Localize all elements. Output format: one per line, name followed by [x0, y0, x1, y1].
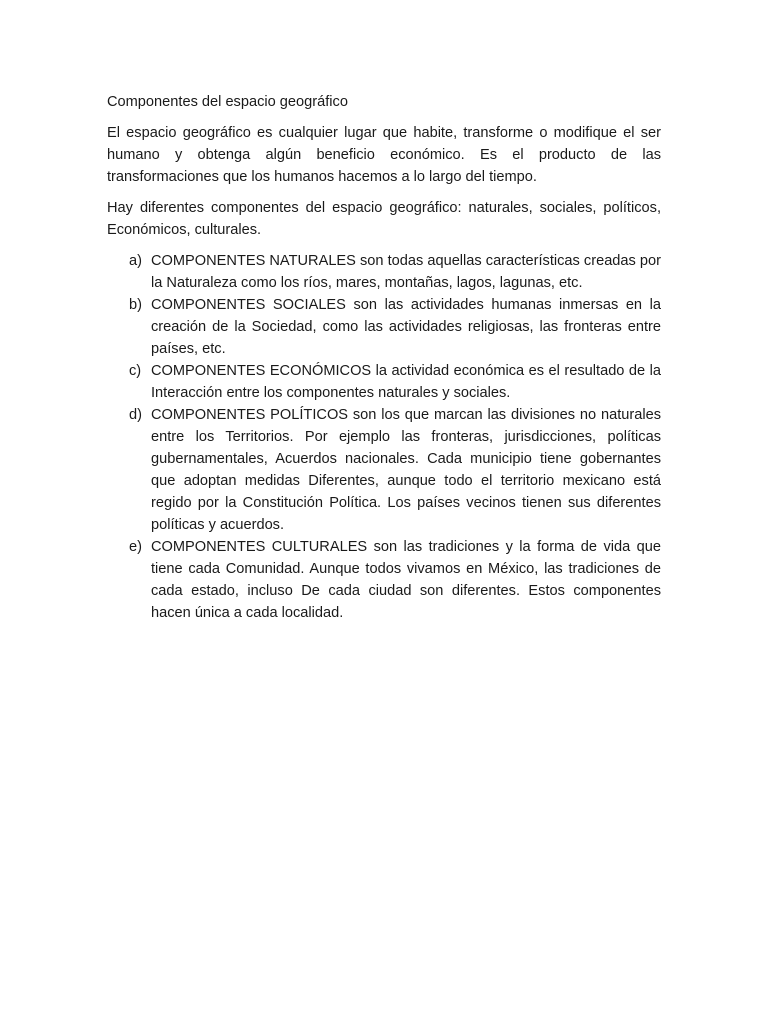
list-item — [107, 294, 661, 360]
list-item-text: COMPONENTES POLÍTICOS son los que marcan las divisiones no naturales entre los Territorios. Por ejemplo las fronteras, jurisdicciones, políticas gubernamentales, Acuerdos nacionales. Cada municipio tiene gobernantes que adoptan medidas Diferentes, aunque todo el territorio mexicano está regido por la Constitución Política. Los países vecinos tienen sus diferentes políticas y acuerdos. — [151, 407, 661, 533]
document-page — [107, 91, 661, 624]
list-marker: e) — [129, 539, 142, 555]
list-marker: c) — [129, 363, 142, 379]
list-item — [107, 250, 661, 294]
components-list — [107, 250, 661, 624]
list-item — [107, 360, 661, 404]
list-marker: d) — [129, 407, 142, 423]
paragraph-components: Hay diferentes componentes del espacio geográfico: naturales, sociales, políticos, Económicos, culturales. — [107, 200, 661, 238]
list-item — [107, 404, 661, 536]
paragraph-intro: El espacio geográfico es cualquier lugar que habite, transforme o modifique el ser humano y obtenga algún beneficio económico. Es el producto de las transformaciones que los humanos hacemos a lo largo del tiempo. — [107, 125, 661, 185]
list-item-text: COMPONENTES SOCIALES son las actividades humanas inmersas en la creación de la Sociedad, como las actividades religiosas, las fronteras entre países, etc. — [151, 297, 661, 357]
list-item-text: COMPONENTES CULTURALES son las tradiciones y la forma de vida que tiene cada Comunidad. Aunque todos vivamos en México, las tradiciones de cada estado, incluso De cada ciudad son diferentes. Estos componentes hacen única a cada localidad. — [151, 539, 661, 621]
list-item-text: COMPONENTES NATURALES son todas aquellas características creadas por la Naturaleza como los ríos, mares, montañas, lagos, lagunas, etc. — [151, 253, 661, 291]
document-title: Componentes del espacio geográfico — [107, 94, 348, 110]
list-item-text: COMPONENTES ECONÓMICOS la actividad económica es el resultado de la Interacción entre los componentes naturales y sociales. — [151, 363, 661, 401]
list-marker: a) — [129, 253, 142, 269]
list-marker: b) — [129, 297, 142, 313]
list-item — [107, 536, 661, 624]
